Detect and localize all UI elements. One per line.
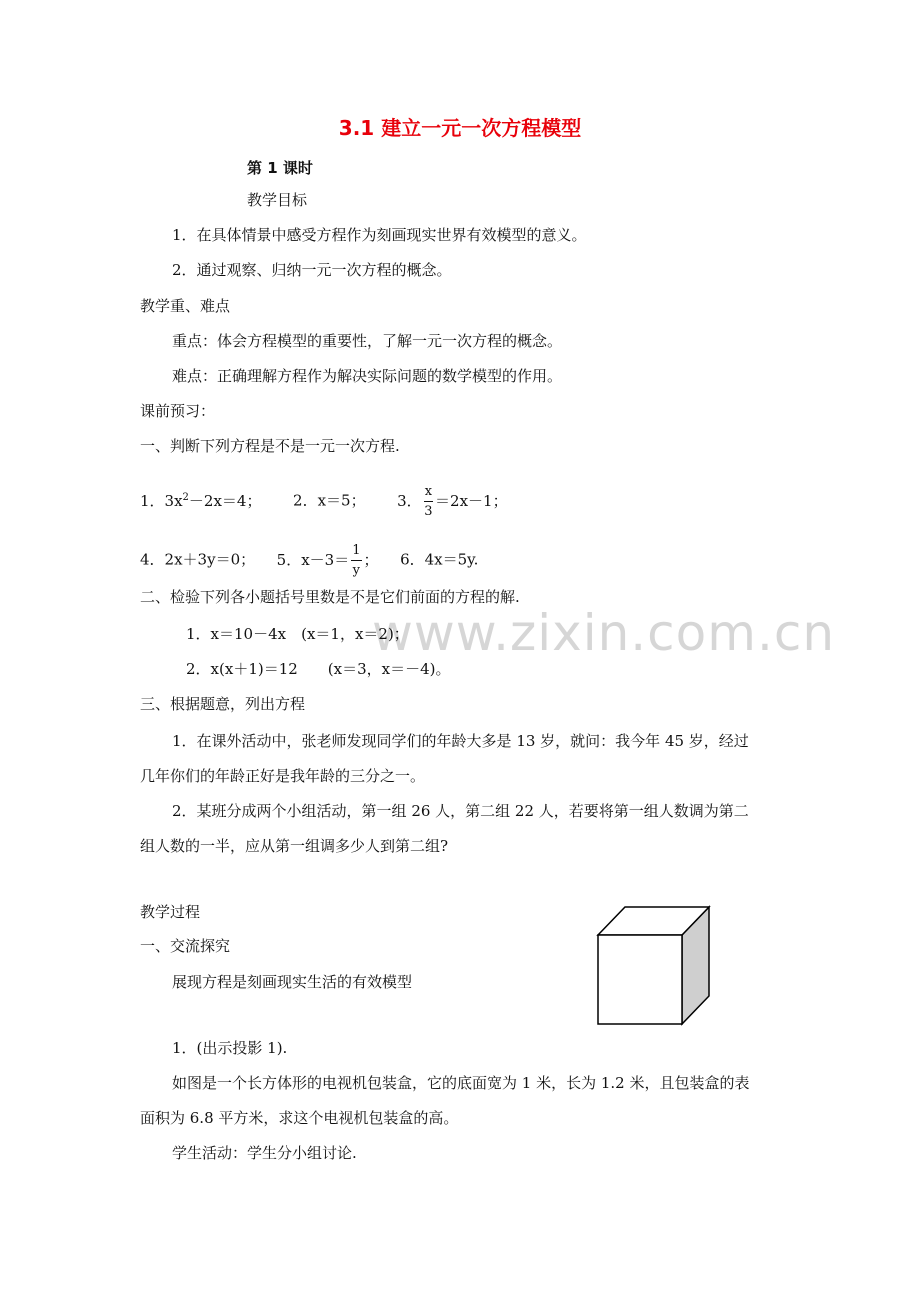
box-figure	[596, 904, 714, 1026]
process-intro: 展现方程是刻画现实生活的有效模型	[172, 973, 413, 991]
equation-3: 3． $\frac{x}{3}$ ＝2x－1；	[397, 484, 508, 519]
question-2-line-1: 2．某班分成两个小组活动，第一组 26 人，第二组 22 人，若要将第一组人数调为第二	[172, 802, 749, 820]
key-point-focus: 重点：体会方程模型的重要性，了解一元一次方程的概念。	[172, 332, 563, 350]
lesson-label: 第 1 课时	[247, 159, 313, 177]
equation-6: 6．4x＝5y.	[400, 550, 479, 569]
student-activity: 学生活动：学生分小组讨论.	[172, 1144, 357, 1162]
projection-label: 1．(出示投影 1).	[172, 1039, 288, 1057]
equation-row-1	[140, 484, 508, 519]
problem-line-2: 面积为 6.8 平方米，求这个电视机包装盒的高。	[140, 1109, 459, 1127]
part1-heading: 一、判断下列方程是不是一元一次方程.	[140, 437, 400, 455]
objectives-heading: 教学目标	[247, 191, 308, 209]
question-2-line-2: 组人数的一半，应从第一组调多少人到第二组?	[140, 837, 449, 855]
preview-heading: 课前预习：	[140, 402, 216, 420]
equation-2: 2．x＝5；	[293, 491, 366, 510]
fraction: $\frac{1}{y}$	[352, 543, 361, 578]
key-points-heading: 教学重、难点	[140, 297, 231, 315]
check-item: 2．x(x＋1)＝12 (x＝3，x＝－4)。	[186, 660, 451, 678]
question-1-line-2: 几年你们的年龄正好是我年龄的三分之一。	[140, 767, 426, 785]
objective-item: 1．在具体情景中感受方程作为刻画现实世界有效模型的意义。	[172, 226, 587, 244]
part3-heading: 三、根据题意，列出方程	[140, 695, 306, 713]
check-item: 1．x＝10－4x (x＝1，x＝2)；	[186, 625, 409, 643]
page-title: 3.1 建立一元一次方程模型	[338, 116, 582, 140]
key-point-difficulty: 难点：正确理解方程作为解决实际问题的数学模型的作用。	[172, 367, 563, 385]
equation-1: 1．$3x^2-2x=4$；	[140, 491, 262, 510]
equation-5: 5．x－3＝ $\frac{1}{y}$ ；	[276, 543, 379, 578]
objective-item: 2．通过观察、归纳一元一次方程的概念。	[172, 261, 452, 279]
fraction: $\frac{x}{3}$	[424, 484, 433, 519]
question-1-line-1: 1．在课外活动中，张老师发现同学们的年龄大多是 13 岁，就问：我今年 45 岁，经过	[172, 732, 749, 750]
process-subheading: 一、交流探究	[140, 937, 231, 955]
problem-line-1: 如图是一个长方体形的电视机包装盒，它的底面宽为 1 米，长为 1.2 米，且包装盒的表	[172, 1074, 750, 1092]
watermark-text: www.zixin.com.cn	[372, 604, 836, 662]
process-heading: 教学过程	[140, 903, 201, 921]
equation-4: 4．2x＋3y＝0；	[140, 550, 256, 569]
box-front-face	[598, 935, 682, 1024]
part2-heading: 二、检验下列各小题括号里数是不是它们前面的方程的解.	[140, 588, 520, 606]
equation-row-2	[140, 543, 478, 578]
